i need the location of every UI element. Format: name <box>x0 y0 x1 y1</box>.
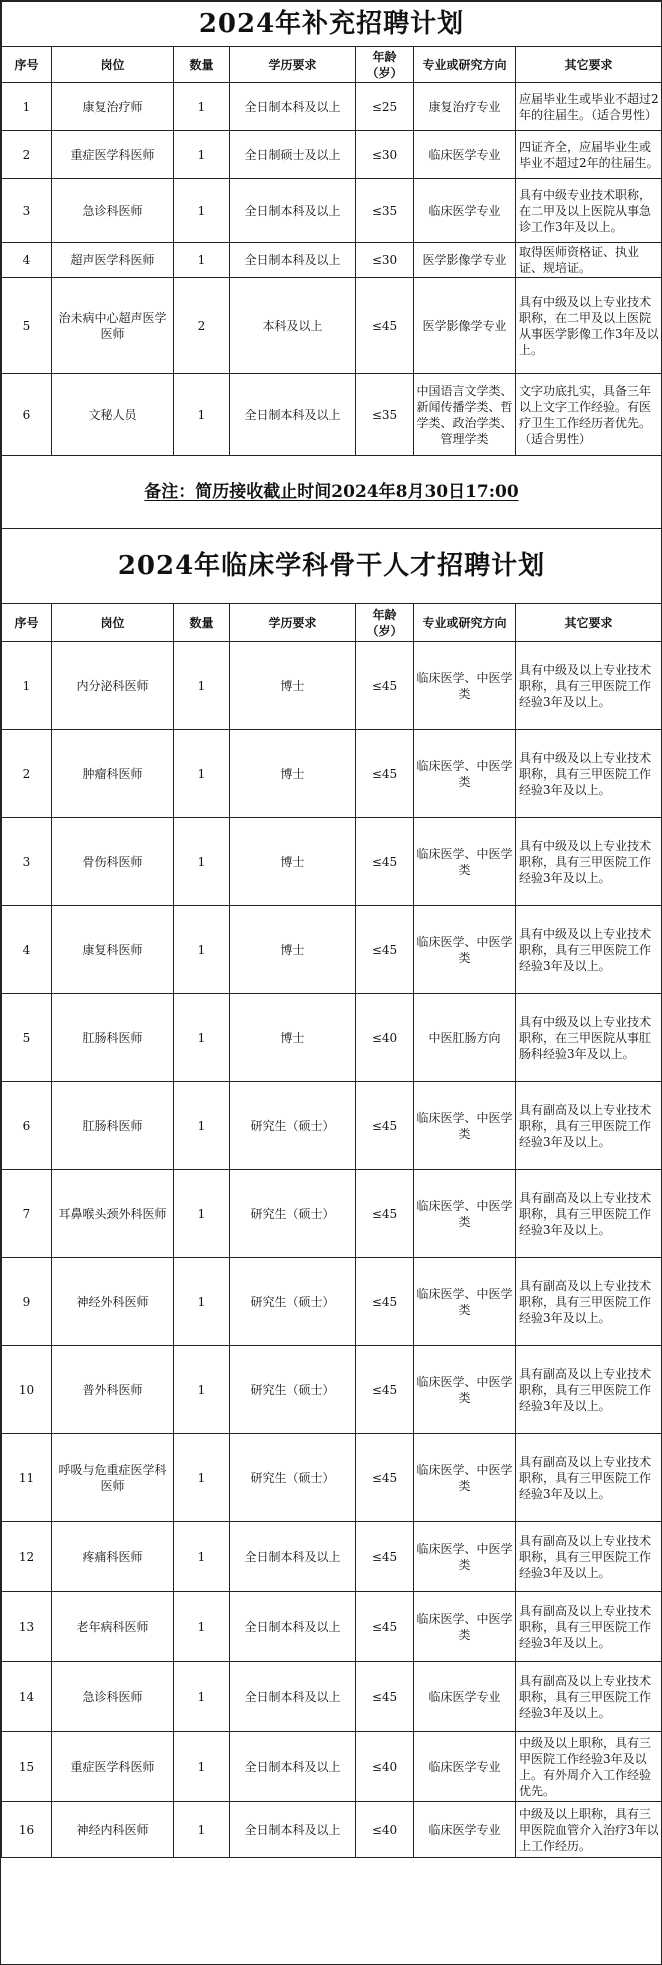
quantity: 1 <box>174 730 230 818</box>
age-limit: ≤35 <box>356 179 414 243</box>
post-name: 老年病科医师 <box>52 1592 174 1662</box>
major-requirement: 中医肛肠方向 <box>414 994 516 1082</box>
education-requirement: 全日制本科及以上 <box>230 243 356 278</box>
row-number: 5 <box>2 994 52 1082</box>
education-requirement: 博士 <box>230 730 356 818</box>
post-name: 文秘人员 <box>52 374 174 456</box>
quantity: 1 <box>174 994 230 1082</box>
table-row <box>2 278 662 374</box>
header-row <box>2 47 662 83</box>
header-major: 专业或研究方向 <box>414 47 516 83</box>
table-row <box>2 906 662 994</box>
table-row <box>2 730 662 818</box>
other-requirements: 具有副高及以上专业技术职称，具有三甲医院工作经验3年及以上。 <box>516 1522 662 1592</box>
row-number: 11 <box>2 1434 52 1522</box>
quantity: 1 <box>174 1170 230 1258</box>
post-name: 急诊科医师 <box>52 1662 174 1732</box>
quantity: 1 <box>174 1258 230 1346</box>
row-number: 4 <box>2 906 52 994</box>
section1-title-row <box>2 2 662 47</box>
table-row <box>2 818 662 906</box>
age-limit: ≤45 <box>356 1522 414 1592</box>
age-limit: ≤40 <box>356 994 414 1082</box>
deadline-note: 备注：简历接收截止时间2024年8月30日17:00 <box>2 456 662 529</box>
row-number: 3 <box>2 818 52 906</box>
table-row <box>2 1662 662 1732</box>
age-limit: ≤40 <box>356 1802 414 1858</box>
major-requirement: 临床医学、中医学类 <box>414 1258 516 1346</box>
quantity: 2 <box>174 278 230 374</box>
age-limit: ≤45 <box>356 818 414 906</box>
other-requirements: 具有中级及以上专业技术职称，在三甲医院从事肛肠科经验3年及以上。 <box>516 994 662 1082</box>
post-name: 疼痛科医师 <box>52 1522 174 1592</box>
major-requirement: 临床医学、中医学类 <box>414 1592 516 1662</box>
major-requirement: 临床医学、中医学类 <box>414 906 516 994</box>
header-age: 年龄（岁） <box>356 604 414 642</box>
quantity: 1 <box>174 179 230 243</box>
other-requirements: 四证齐全，应届毕业生或毕业不超过2年的往届生。 <box>516 131 662 179</box>
quantity: 1 <box>174 243 230 278</box>
header-row <box>2 604 662 642</box>
table-row <box>2 1346 662 1434</box>
age-limit: ≤35 <box>356 374 414 456</box>
post-name: 治未病中心超声医学医师 <box>52 278 174 374</box>
education-requirement: 全日制硕士及以上 <box>230 131 356 179</box>
quantity: 1 <box>174 642 230 730</box>
post-name: 耳鼻喉头颈外科医师 <box>52 1170 174 1258</box>
post-name: 急诊科医师 <box>52 179 174 243</box>
age-limit: ≤45 <box>356 1082 414 1170</box>
major-requirement: 临床医学、中医学类 <box>414 730 516 818</box>
quantity: 1 <box>174 1662 230 1732</box>
other-requirements: 具有副高及以上专业技术职称，具有三甲医院工作经验3年及以上。 <box>516 1592 662 1662</box>
other-requirements: 具有副高及以上专业技术职称，具有三甲医院工作经验3年及以上。 <box>516 1346 662 1434</box>
major-requirement: 临床医学专业 <box>414 179 516 243</box>
age-limit: ≤45 <box>356 1258 414 1346</box>
post-name: 呼吸与危重症医学科医师 <box>52 1434 174 1522</box>
post-name: 肛肠科医师 <box>52 994 174 1082</box>
quantity: 1 <box>174 1434 230 1522</box>
post-name: 超声医学科医师 <box>52 243 174 278</box>
major-requirement: 医学影像学专业 <box>414 243 516 278</box>
table-row <box>2 1802 662 1858</box>
major-requirement: 临床医学、中医学类 <box>414 642 516 730</box>
table-row <box>2 1522 662 1592</box>
other-requirements: 具有中级及以上专业技术职称，具有三甲医院工作经验3年及以上。 <box>516 906 662 994</box>
education-requirement: 全日制本科及以上 <box>230 1522 356 1592</box>
age-limit: ≤45 <box>356 1592 414 1662</box>
age-limit: ≤45 <box>356 1434 414 1522</box>
post-name: 康复治疗师 <box>52 83 174 131</box>
quantity: 1 <box>174 818 230 906</box>
other-requirements: 中级及以上职称，具有三甲医院血管介入治疗3年以上工作经历。 <box>516 1802 662 1858</box>
other-requirements: 具有副高及以上专业技术职称，具有三甲医院工作经验3年及以上。 <box>516 1434 662 1522</box>
age-limit: ≤45 <box>356 278 414 374</box>
other-requirements: 应届毕业生或毕业不超过2年的往届生。（适合男性） <box>516 83 662 131</box>
header-other: 其它要求 <box>516 47 662 83</box>
education-requirement: 全日制本科及以上 <box>230 179 356 243</box>
education-requirement: 全日制本科及以上 <box>230 1802 356 1858</box>
row-number: 6 <box>2 374 52 456</box>
table-row <box>2 642 662 730</box>
table-row <box>2 179 662 243</box>
education-requirement: 研究生（硕士） <box>230 1082 356 1170</box>
post-name: 骨伤科医师 <box>52 818 174 906</box>
post-name: 神经外科医师 <box>52 1258 174 1346</box>
table-row <box>2 1592 662 1662</box>
other-requirements: 具有中级及以上专业技术职称，具有三甲医院工作经验3年及以上。 <box>516 730 662 818</box>
header-number: 序号 <box>2 47 52 83</box>
education-requirement: 博士 <box>230 994 356 1082</box>
header-quantity: 数量 <box>174 604 230 642</box>
age-limit: ≤45 <box>356 642 414 730</box>
header-age: 年龄（岁） <box>356 47 414 83</box>
row-number: 15 <box>2 1732 52 1802</box>
education-requirement: 全日制本科及以上 <box>230 1732 356 1802</box>
header-education: 学历要求 <box>230 604 356 642</box>
other-requirements: 具有副高及以上专业技术职称，具有三甲医院工作经验3年及以上。 <box>516 1082 662 1170</box>
education-requirement: 全日制本科及以上 <box>230 1662 356 1732</box>
major-requirement: 临床医学、中医学类 <box>414 1170 516 1258</box>
row-number: 2 <box>2 131 52 179</box>
post-name: 神经内科医师 <box>52 1802 174 1858</box>
education-requirement: 全日制本科及以上 <box>230 1592 356 1662</box>
table-row <box>2 1258 662 1346</box>
row-number: 4 <box>2 243 52 278</box>
major-requirement: 临床医学、中医学类 <box>414 818 516 906</box>
quantity: 1 <box>174 374 230 456</box>
header-post: 岗位 <box>52 604 174 642</box>
table-row <box>2 1732 662 1802</box>
quantity: 1 <box>174 83 230 131</box>
education-requirement: 本科及以上 <box>230 278 356 374</box>
major-requirement: 临床医学、中医学类 <box>414 1082 516 1170</box>
major-requirement: 临床医学、中医学类 <box>414 1346 516 1434</box>
post-name: 内分泌科医师 <box>52 642 174 730</box>
table-row <box>2 374 662 456</box>
major-requirement: 临床医学、中医学类 <box>414 1434 516 1522</box>
education-requirement: 全日制本科及以上 <box>230 83 356 131</box>
education-requirement: 博士 <box>230 818 356 906</box>
header-other: 其它要求 <box>516 604 662 642</box>
row-number: 16 <box>2 1802 52 1858</box>
note-row <box>2 456 662 529</box>
section2-title-row <box>2 529 662 604</box>
quantity: 1 <box>174 1522 230 1592</box>
row-number: 7 <box>2 1170 52 1258</box>
post-name: 重症医学科医师 <box>52 131 174 179</box>
post-name: 重症医学科医师 <box>52 1732 174 1802</box>
age-limit: ≤45 <box>356 730 414 818</box>
table-row <box>2 994 662 1082</box>
quantity: 1 <box>174 1732 230 1802</box>
major-requirement: 临床医学专业 <box>414 1662 516 1732</box>
major-requirement: 医学影像学专业 <box>414 278 516 374</box>
table-row <box>2 131 662 179</box>
row-number: 6 <box>2 1082 52 1170</box>
age-limit: ≤30 <box>356 243 414 278</box>
quantity: 1 <box>174 1082 230 1170</box>
row-number: 12 <box>2 1522 52 1592</box>
other-requirements: 取得医师资格证、执业证、规培证。 <box>516 243 662 278</box>
other-requirements: 文字功底扎实，具备三年以上文字工作经验。有医疗卫生工作经历者优先。（适合男性） <box>516 374 662 456</box>
other-requirements: 具有中级及以上专业技术职称，在二甲及以上医院从事医学影像工作3年及以上。 <box>516 278 662 374</box>
quantity: 1 <box>174 1346 230 1434</box>
other-requirements: 具有中级及以上专业技术职称，具有三甲医院工作经验3年及以上。 <box>516 818 662 906</box>
header-education: 学历要求 <box>230 47 356 83</box>
age-limit: ≤40 <box>356 1732 414 1802</box>
age-limit: ≤45 <box>356 906 414 994</box>
other-requirements: 中级及以上职称，具有三甲医院工作经验3年及以上。有外周介入工作经验优先。 <box>516 1732 662 1802</box>
other-requirements: 具有副高及以上专业技术职称，具有三甲医院工作经验3年及以上。 <box>516 1170 662 1258</box>
major-requirement: 中国语言文学类、新闻传播学类、哲学类、政治学类、管理学类 <box>414 374 516 456</box>
other-requirements: 具有副高及以上专业技术职称，具有三甲医院工作经验3年及以上。 <box>516 1258 662 1346</box>
quantity: 1 <box>174 1592 230 1662</box>
row-number: 13 <box>2 1592 52 1662</box>
table-body <box>2 2 662 1858</box>
education-requirement: 博士 <box>230 642 356 730</box>
header-quantity: 数量 <box>174 47 230 83</box>
section2-title: 2024年临床学科骨干人才招聘计划 <box>2 529 662 604</box>
header-major: 专业或研究方向 <box>414 604 516 642</box>
row-number: 3 <box>2 179 52 243</box>
age-limit: ≤45 <box>356 1170 414 1258</box>
table-row <box>2 83 662 131</box>
row-number: 1 <box>2 83 52 131</box>
post-name: 康复科医师 <box>52 906 174 994</box>
other-requirements: 具有中级及以上专业技术职称，具有三甲医院工作经验3年及以上。 <box>516 642 662 730</box>
section1-title: 2024年补充招聘计划 <box>2 2 662 47</box>
row-number: 9 <box>2 1258 52 1346</box>
major-requirement: 临床医学、中医学类 <box>414 1522 516 1592</box>
education-requirement: 研究生（硕士） <box>230 1170 356 1258</box>
education-requirement: 全日制本科及以上 <box>230 374 356 456</box>
education-requirement: 研究生（硕士） <box>230 1346 356 1434</box>
quantity: 1 <box>174 1802 230 1858</box>
table-row <box>2 1170 662 1258</box>
post-name: 肛肠科医师 <box>52 1082 174 1170</box>
other-requirements: 具有中级专业技术职称，在二甲及以上医院从事急诊工作3年及以上。 <box>516 179 662 243</box>
row-number: 14 <box>2 1662 52 1732</box>
major-requirement: 临床医学专业 <box>414 1802 516 1858</box>
header-number: 序号 <box>2 604 52 642</box>
header-post: 岗位 <box>52 47 174 83</box>
row-number: 1 <box>2 642 52 730</box>
major-requirement: 临床医学专业 <box>414 1732 516 1802</box>
age-limit: ≤25 <box>356 83 414 131</box>
table-row <box>2 1082 662 1170</box>
education-requirement: 研究生（硕士） <box>230 1258 356 1346</box>
age-limit: ≤30 <box>356 131 414 179</box>
post-name: 普外科医师 <box>52 1346 174 1434</box>
table-row <box>2 1434 662 1522</box>
table-row <box>2 243 662 278</box>
age-limit: ≤45 <box>356 1346 414 1434</box>
row-number: 5 <box>2 278 52 374</box>
row-number: 2 <box>2 730 52 818</box>
quantity: 1 <box>174 131 230 179</box>
major-requirement: 康复治疗专业 <box>414 83 516 131</box>
recruitment-table <box>1 1 662 1858</box>
age-limit: ≤45 <box>356 1662 414 1732</box>
education-requirement: 研究生（硕士） <box>230 1434 356 1522</box>
quantity: 1 <box>174 906 230 994</box>
education-requirement: 博士 <box>230 906 356 994</box>
major-requirement: 临床医学专业 <box>414 131 516 179</box>
row-number: 10 <box>2 1346 52 1434</box>
other-requirements: 具有副高及以上专业技术职称，具有三甲医院工作经验3年及以上。 <box>516 1662 662 1732</box>
post-name: 肿瘤科医师 <box>52 730 174 818</box>
